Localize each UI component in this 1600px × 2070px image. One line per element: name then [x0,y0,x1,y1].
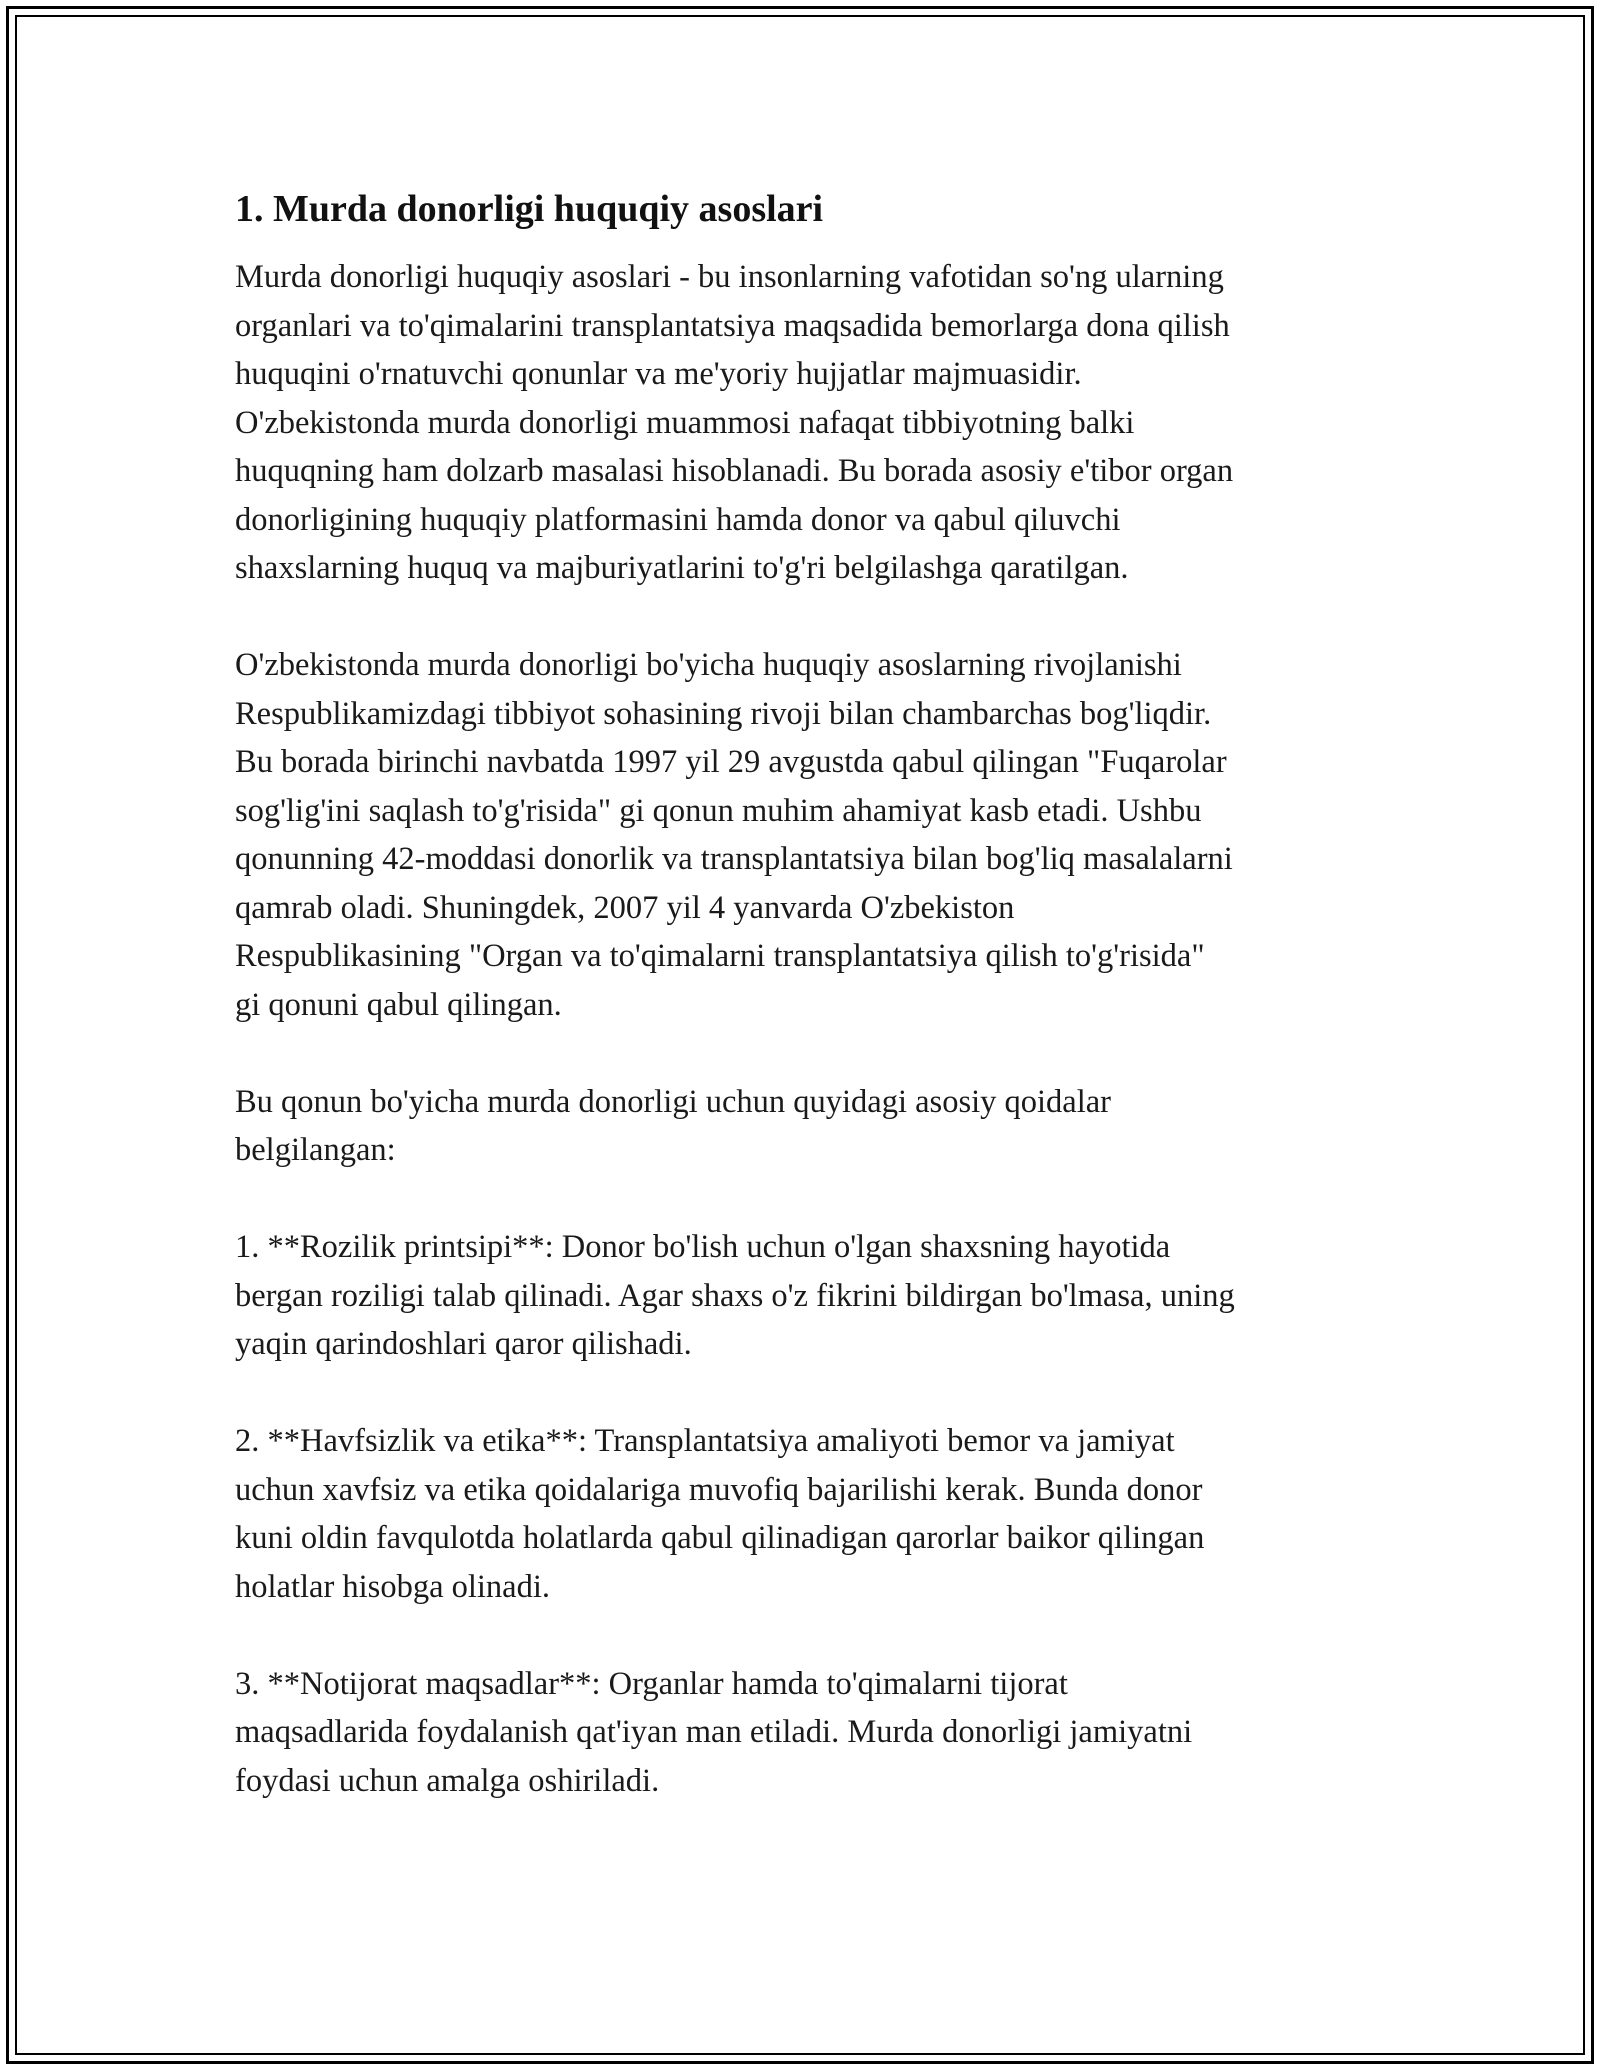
document-body [235,185,1385,1854]
list-item-non-commercial: 3. **Notijorat maqsadlar**: Organlar hamda to'qimalarni tijorat maqsadlarida foydalanish qat'iyan man etiladi. Murda donorligi jamiyatni foydasi uchun amalga oshiriladi. [235,1665,1193,1799]
section-heading: 1. Murda donorligi huquqiy asoslari [235,188,824,230]
list-item-consent: 1. **Rozilik printsipi**: Donor bo'lish uchun o'lgan shaxsning hayotida bergan roziligi talab qilinadi. Agar shaxs o'z fikrini bildirgan bo'lmasa, uning yaqin qarindoshlari qaror qilishadi. [235,1229,1235,1362]
paragraph-legal-history: O'zbekistonda murda donorligi bo'yicha huquqiy asoslarning rivojlanishi Respublikamizdagi tibbiyot sohasining rivoji bilan chambarchas bog'liqdir. Bu borada birinchi navbatda 1997 yil 29 avgustda qabul qilingan "Fuqarolar sog'lig'ini saqlash to'g'risida" gi qonun muhim ahamiyat kasb etadi. Ushbu qonunning 42-moddasi donorlik va transplantatsiya bilan bog'liq masalalarni qamrab oladi. Shuningdek, 2007 yil 4 yanvarda O'zbekiston Respublikasining "Organ va to'qimalarni transplantatsiya qilish to'g'risida" gi qonuni qabul qilingan. [235,647,1233,1023]
paragraph-intro: Murda donorligi huquqiy asoslari - bu insonlarning vafotidan so'ng ularning organlari va to'qimalarini transplantatsiya maqsadida bemorlarga dona qilish huquqini o'rnatuvchi qonunlar va me'yoriy hujjatlar majmuasidir. O'zbekistonda murda donorligi muammosi nafaqat tibbiyotning balki huquqning ham dolzarb masalasi hisoblanadi. Bu borada asosiy e'tibor organ donorligining huquqiy platformasini hamda donor va qabul qiluvchi shaxslarning huquq va majburiyatlarini to'g'ri belgilashga qaratilgan. [235,259,1234,586]
list-item-safety-ethics: 2. **Havfsizlik va etika**: Transplantatsiya amaliyoti bemor va jamiyat uchun xavfsiz va etika qoidalariga muvofiq bajarilishi kerak. Bunda donor kuni oldin favqulotda holatlarda qabul qilinadigan qarorlar baikor qilingan holatlar hisobga olinadi. [235,1423,1205,1605]
paragraph-rules-intro: Bu qonun bo'yicha murda donorligi uchun quyidagi asosiy qoidalar belgilangan: [235,1083,1111,1168]
